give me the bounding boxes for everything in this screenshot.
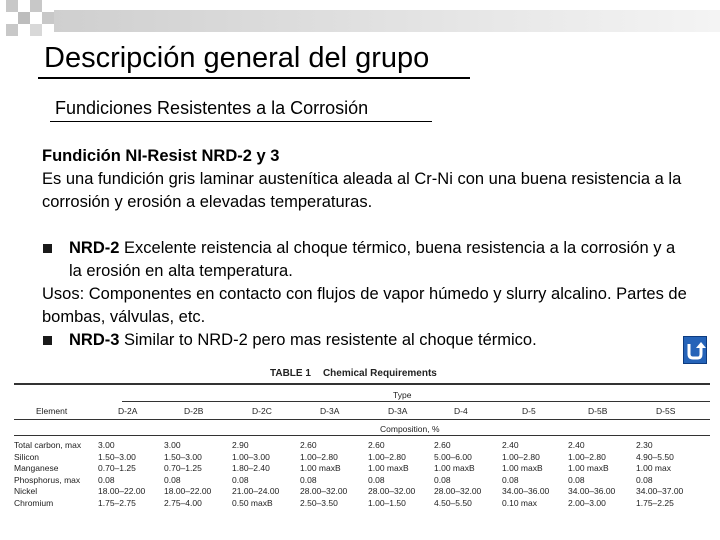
column-header: D-3A bbox=[320, 406, 340, 416]
table-row bbox=[12, 498, 712, 510]
square-bullet-icon bbox=[43, 336, 52, 345]
table-cell: 34.00–36.00 bbox=[502, 486, 550, 496]
table-cell: 2.60 bbox=[368, 440, 385, 450]
title-underline bbox=[38, 77, 470, 79]
table-caption bbox=[270, 368, 437, 379]
table-cell: 2.40 bbox=[568, 440, 585, 450]
table-cell: 1.00 maxB bbox=[300, 463, 341, 473]
table-cell: 3.00 bbox=[98, 440, 115, 450]
decorative-stripe bbox=[54, 10, 720, 32]
table-cell: 2.50–3.50 bbox=[300, 497, 338, 508]
table-cell: 0.08 bbox=[368, 474, 385, 485]
table-cell: 2.40 bbox=[502, 440, 519, 450]
paragraph-gap bbox=[42, 214, 692, 237]
table-cell: 18.00–22.00 bbox=[98, 486, 146, 496]
decorative-square bbox=[6, 24, 18, 36]
table-top-rule bbox=[14, 383, 710, 385]
element-name-cell: Silicon bbox=[14, 451, 40, 462]
square-bullet-icon bbox=[43, 244, 52, 253]
table-cell: 2.00–3.00 bbox=[568, 497, 606, 508]
decorative-square bbox=[42, 12, 54, 24]
column-header: D-3A bbox=[388, 406, 408, 416]
table-cell: 18.00–22.00 bbox=[164, 486, 212, 496]
table-cell: 1.50–3.00 bbox=[98, 451, 136, 462]
table-cell: 2.60 bbox=[300, 440, 317, 450]
table-cell: 4.90–5.50 bbox=[636, 451, 674, 462]
table-cell: 1.00–3.00 bbox=[232, 451, 270, 462]
decorative-square bbox=[6, 0, 18, 12]
column-header: D-2C bbox=[252, 406, 272, 416]
column-header: D-2B bbox=[184, 406, 204, 416]
table-cell: 1.00 maxB bbox=[368, 463, 409, 473]
table-cell: 1.00–2.80 bbox=[568, 451, 606, 462]
column-header: D-5 bbox=[522, 406, 536, 416]
table-number: TABLE 1 bbox=[270, 368, 311, 379]
composition-rule bbox=[14, 435, 710, 436]
table-cell: 1.00 maxB bbox=[568, 463, 609, 473]
table-cell: 0.70–1.25 bbox=[98, 463, 136, 473]
usos-paragraph: Usos: Componentes en contacto con flujos de vapor húmedo y slurry alcalino. Partes de bombas, válvulas, etc. bbox=[42, 285, 687, 326]
table-cell: 0.70–1.25 bbox=[164, 463, 202, 473]
column-header: D-5B bbox=[588, 406, 608, 416]
slide-body bbox=[42, 145, 692, 352]
bullet-item-nrd3 bbox=[42, 329, 692, 352]
table-cell: 0.08 bbox=[300, 474, 317, 485]
element-name-cell: Nickel bbox=[14, 486, 38, 496]
element-name-cell: Phosphorus, max bbox=[14, 474, 81, 485]
table-cell: 2.75–4.00 bbox=[164, 497, 202, 508]
table-cell: 28.00–32.00 bbox=[300, 486, 348, 496]
table-caption-title: Chemical Requirements bbox=[322, 368, 437, 379]
decorative-corner-pattern bbox=[0, 0, 720, 40]
table-cell: 3.00 bbox=[164, 440, 181, 450]
table-cell: 1.00 maxB bbox=[502, 463, 543, 473]
table-row bbox=[12, 440, 712, 452]
decorative-square bbox=[30, 24, 42, 36]
table-cell: 1.00 max bbox=[636, 463, 671, 473]
table-cell: 0.08 bbox=[502, 474, 519, 485]
table-cell: 4.50–5.50 bbox=[434, 497, 472, 508]
element-header: Element bbox=[36, 406, 68, 416]
table-cell: 0.08 bbox=[98, 474, 115, 485]
table-cell: 34.00–37.00 bbox=[636, 486, 684, 496]
table-cell: 0.08 bbox=[568, 474, 585, 485]
table-cell: 1.00–2.80 bbox=[502, 451, 540, 462]
return-arrow-icon bbox=[684, 337, 706, 363]
decorative-square bbox=[18, 12, 30, 24]
table-cell: 0.08 bbox=[636, 474, 653, 485]
column-header: D-4 bbox=[454, 406, 468, 416]
table-row bbox=[12, 463, 712, 475]
table-row bbox=[12, 486, 712, 498]
subtitle-underline bbox=[50, 121, 432, 122]
table-cell: 2.90 bbox=[232, 440, 249, 450]
table-row bbox=[12, 475, 712, 487]
description-paragraph: Es una fundición gris laminar austenítica aleada al Cr-Ni con una buena resistencia a la corrosión y erosión a elevadas temperaturas. bbox=[42, 170, 682, 211]
table-cell: 1.80–2.40 bbox=[232, 463, 270, 473]
table-cell: 2.60 bbox=[434, 440, 451, 450]
table-cell: 1.00–2.80 bbox=[300, 451, 338, 462]
table-cell: 21.00–24.00 bbox=[232, 486, 280, 496]
table-cell: 1.00–1.50 bbox=[368, 497, 406, 508]
section-heading bbox=[42, 145, 692, 168]
table-cell: 28.00–32.00 bbox=[368, 486, 416, 496]
decorative-square bbox=[30, 0, 42, 12]
bullet-term: NRD-2 bbox=[69, 239, 120, 257]
table-cell: 1.00–2.80 bbox=[368, 451, 406, 462]
table-cell: 0.08 bbox=[232, 474, 249, 485]
bullet-item-nrd2 bbox=[42, 237, 692, 283]
element-name-cell: Total carbon, max bbox=[14, 440, 82, 450]
table-cell: 1.50–3.00 bbox=[164, 451, 202, 462]
header-rule bbox=[14, 419, 710, 420]
slide-title: Descripción general del grupo bbox=[44, 42, 430, 74]
column-header: D-5S bbox=[656, 406, 676, 416]
table-cell: 0.08 bbox=[434, 474, 451, 485]
table-cell: 5.00–6.00 bbox=[434, 451, 472, 462]
table-cell: 1.75–2.25 bbox=[636, 497, 674, 508]
table-cell: 1.75–2.75 bbox=[98, 497, 136, 508]
table-cell: 34.00–36.00 bbox=[568, 486, 616, 496]
table-cell: 0.50 maxB bbox=[232, 497, 273, 508]
composition-header: Composition, % bbox=[380, 424, 440, 434]
table-cell: 0.08 bbox=[164, 474, 181, 485]
element-name-cell: Manganese bbox=[14, 463, 59, 473]
return-button[interactable] bbox=[683, 336, 707, 364]
chemical-requirements-table bbox=[12, 368, 712, 536]
bullet-text: Excelente reistencia al choque térmico, buena resistencia a la corrosión y a la erosión en alta temperatura. bbox=[69, 239, 676, 280]
slide-subtitle: Fundiciones Resistentes a la Corrosión bbox=[55, 98, 369, 118]
table-row bbox=[12, 452, 712, 464]
bullet-term: NRD-3 bbox=[69, 331, 120, 349]
element-name-cell: Chromium bbox=[14, 497, 54, 508]
table-cell: 28.00–32.00 bbox=[434, 486, 482, 496]
type-header-rule bbox=[122, 401, 710, 402]
type-header: Type bbox=[393, 390, 412, 400]
table-cell: 2.30 bbox=[636, 440, 653, 450]
table-cell: 1.00 maxB bbox=[434, 463, 475, 473]
bullet-text: Similar to NRD-2 pero mas resistente al choque térmico. bbox=[119, 331, 537, 349]
column-header: D-2A bbox=[118, 406, 138, 416]
section-heading-text: Fundición NI-Resist NRD-2 y 3 bbox=[42, 147, 280, 165]
table-cell: 0.10 max bbox=[502, 497, 537, 508]
